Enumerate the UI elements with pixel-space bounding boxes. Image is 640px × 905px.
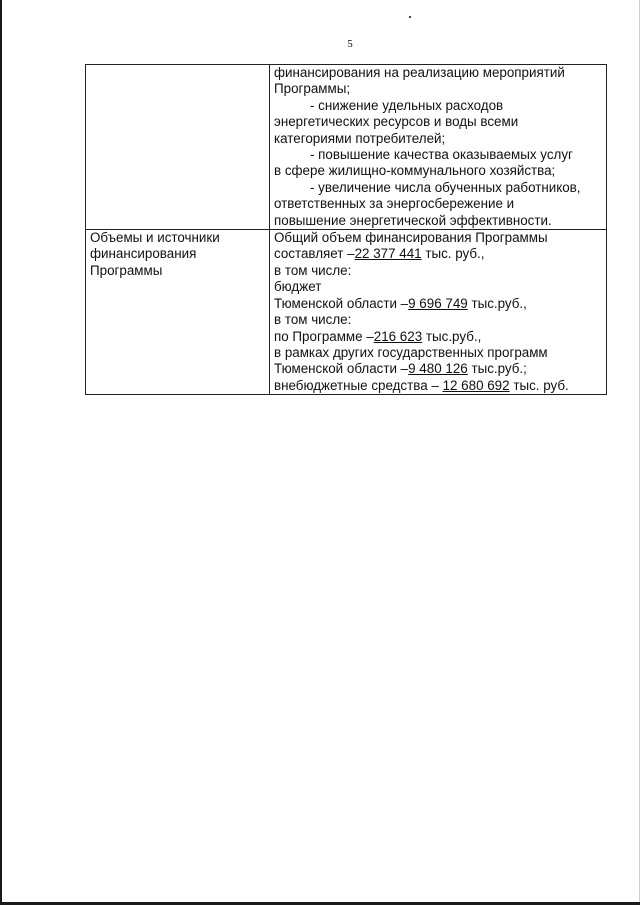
total-line bbox=[274, 246, 603, 262]
table-row-financing bbox=[86, 230, 607, 395]
row-label-cell bbox=[86, 230, 270, 395]
extra-value: 12 680 692 bbox=[442, 377, 510, 393]
text-line: - увеличение числа обученных работников, bbox=[310, 179, 581, 195]
text-line: - снижение удельных расходов bbox=[310, 97, 504, 113]
label-line: Программы bbox=[90, 262, 163, 278]
row-label-cell bbox=[86, 65, 270, 230]
other-prefix: Тюменской области – bbox=[274, 361, 409, 377]
region-suffix: тыс.руб., bbox=[467, 295, 527, 311]
other-value: 9 480 126 bbox=[408, 361, 468, 377]
other-suffix: тыс.руб.; bbox=[467, 361, 527, 377]
text-line: категориями потребителей; bbox=[274, 130, 446, 146]
text-line: Программы; bbox=[274, 81, 351, 97]
text-line: - повышение качества оказываемых услуг bbox=[310, 147, 573, 163]
region-value: 9 696 749 bbox=[408, 295, 468, 311]
text-line: ответственных за энергосбережение и bbox=[274, 196, 515, 212]
page-number: 5 bbox=[347, 38, 353, 50]
program-suffix: тыс.руб., bbox=[422, 328, 482, 344]
total-suffix: тыс. руб., bbox=[421, 246, 485, 262]
region-budget-line bbox=[274, 296, 603, 312]
total-prefix: составляет – bbox=[274, 246, 355, 262]
table-row-targets bbox=[86, 65, 607, 230]
including-label: в том числе: bbox=[274, 312, 352, 328]
row-value-cell bbox=[270, 65, 607, 230]
scan-speck bbox=[409, 16, 411, 18]
extra-prefix: внебюджетные средства – bbox=[274, 377, 443, 393]
other-programs-label: в рамках других государственных программ bbox=[274, 344, 548, 360]
scan-border-left bbox=[0, 0, 2, 905]
text-line: в сфере жилищно-коммунального хозяйства; bbox=[274, 163, 556, 179]
other-programs-line bbox=[274, 361, 603, 377]
extra-suffix: тыс. руб. bbox=[509, 377, 569, 393]
program-line bbox=[274, 329, 603, 345]
total-heading: Общий объем финансирования Программы bbox=[274, 230, 548, 246]
program-value: 216 623 bbox=[373, 328, 423, 344]
region-prefix: Тюменской области – bbox=[274, 295, 409, 311]
program-passport-table bbox=[85, 64, 607, 395]
text-line: энергетических ресурсов и воды всеми bbox=[274, 114, 519, 130]
row-value-cell bbox=[270, 230, 607, 395]
label-line: финансирования bbox=[90, 246, 197, 262]
including-label: в том числе: bbox=[274, 262, 352, 278]
extrabudget-line bbox=[274, 378, 603, 394]
program-prefix: по Программе – bbox=[274, 328, 374, 344]
text-line: повышение энергетической эффективности. bbox=[274, 212, 552, 228]
text-line: финансирования на реализацию мероприятий bbox=[274, 65, 565, 80]
label-line: Объемы и источники bbox=[90, 230, 220, 246]
total-value: 22 377 441 bbox=[354, 246, 422, 262]
budget-label: бюджет bbox=[274, 279, 322, 295]
